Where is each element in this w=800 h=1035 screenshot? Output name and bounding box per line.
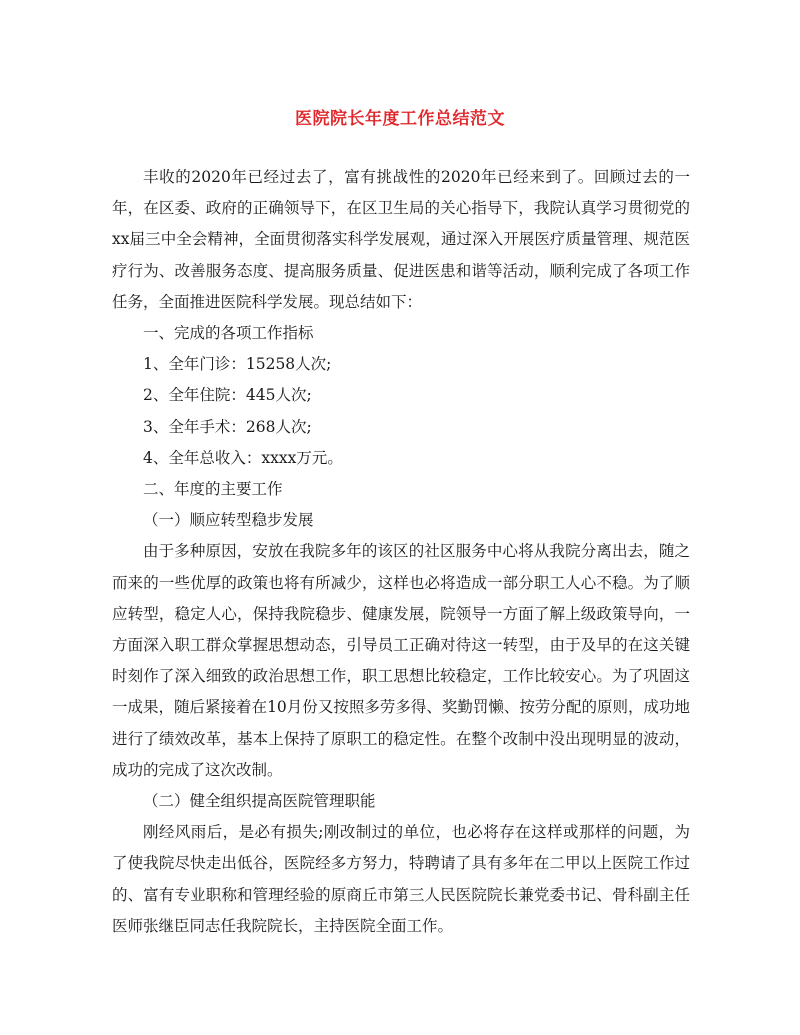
intro-paragraph: 丰收的2020年已经过去了，富有挑战性的2020年已经来到了。回顾过去的一年，在区委、政府的正确领导下，在区卫生局的关心指导下，我院认真学习贯彻党的xx届三中全会精神，全面贯彻落实科学发展观，通过深入开展医疗质量管理、规范医疗行为、改善服务态度、提高服务质量、促进医患和谐等活动，顺利完成了各项工作任务，全面推进医院科学发展。现总结如下： [112,168,690,311]
indicator-item-revenue: 4、全年总收入：xxxx万元。 [143,448,343,467]
subsection-heading-transition: （一）顺应转型稳步发展 [143,511,314,530]
indicator-item-surgery: 3、全年手术：268人次; [143,417,312,436]
section-heading-main-work: 二、年度的主要工作 [143,480,283,499]
subsection-heading-organization: （二）健全组织提高医院管理职能 [143,792,376,811]
indicator-item-inpatient: 2、全年住院：445人次; [143,386,312,405]
indicator-item-outpatient: 1、全年门诊：15258人次; [143,355,332,374]
transition-paragraph: 由于多种原因，安放在我院多年的该区的社区服务中心将从我院分离出去，随之而来的一些优厚的政策也将有所减少，这样也必将造成一部分职工人心不稳。为了顺应转型，稳定人心，保持我院稳步、健康发展，院领导一方面了解上级政策导向，一方面深入职工群众掌握思想动态，引导员工正确对待这一转型，由于及早的在这关键时刻作了深入细致的政治思想工作，职工思想比较稳定，工作比较安心。为了巩固这一成果，随后紧接着在10月份又按照多劳多得、奖勤罚懒、按劳分配的原则，成功地进行了绩效改革，基本上保持了原职工的稳定性。在整个改制中没出现明显的波动，成功的完成了这次改制。 [112,542,690,779]
section-heading-indicators: 一、完成的各项工作指标 [143,324,314,343]
document-body [112,162,690,942]
organization-paragraph: 刚经风雨后，是必有损失;刚改制过的单位，也必将存在这样或那样的问题，为了使我院尽快走出低谷，医院经多方努力，特聘请了具有多年在二甲以上医院工作过的、富有专业职称和管理经验的原商丘市第三人民医院院长兼党委书记、骨科副主任医师张继臣同志任我院院长，主持医院全面工作。 [112,823,690,935]
document-title: 医院院长年度工作总结范文 [295,109,505,129]
